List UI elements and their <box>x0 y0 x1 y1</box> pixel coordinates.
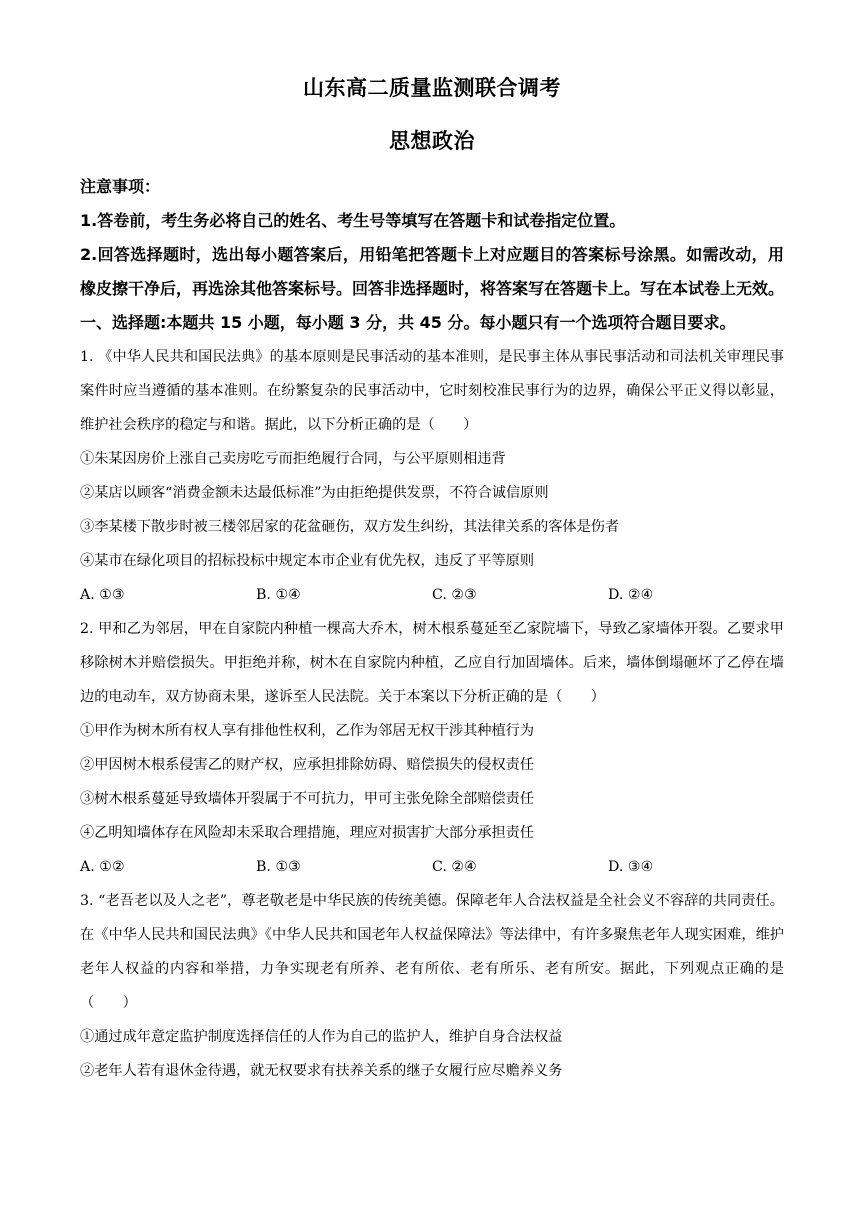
exam-title: 山东高二质量监测联合调考 <box>303 76 561 100</box>
option-b: B. ①④ <box>256 587 301 603</box>
statement: ④某市在绿化项目的招标投标中规定本市企业有优先权，违反了平等原则 <box>80 553 535 569</box>
question-stem: 1. 《中华人民共和国民法典》的基本原则是民事活动的基本准则，是民事主体从事民事活动和司法机关审理民事案件时应当遵循的基本准则。在纷繁复杂的民事活动中，它时刻校准民事行为的边界，确保公平正义得以彰显，维护社会秩序的稳定与和谐。据此，以下分析正确的是（ ） <box>80 349 784 433</box>
statement: ①朱某因房价上涨自己卖房吃亏而拒绝履行合同，与公平原则相违背 <box>80 451 506 467</box>
option-a: A. ①② <box>80 859 125 875</box>
statement: ①通过成年意定监护制度选择信任的人作为自己的监护人，维护自身合法权益 <box>80 1029 563 1045</box>
option-b: B. ①③ <box>256 859 301 875</box>
option-c: C. ②④ <box>432 859 477 875</box>
answer-options <box>80 578 784 612</box>
statement: ①甲作为树木所有权人享有排他性权利，乙作为邻居无权干涉其种植行为 <box>80 723 535 739</box>
note-item: 1.答卷前，考生务必将自己的姓名、考生号等填写在答题卡和试卷指定位置。 <box>80 211 626 230</box>
statement: ③李某楼下散步时被三楼邻居家的花盆砸伤，双方发生纠纷，其法律关系的客体是伤者 <box>80 519 620 535</box>
option-d: D. ②④ <box>608 587 654 603</box>
question-stem: 2. 甲和乙为邻居，甲在自家院内种植一棵高大乔木，树木根系蔓延至乙家院墙下，导致乙家墙体开裂。乙要求甲移除树木并赔偿损失。甲拒绝并称，树木在自家院内种植，乙应自行加固墙体。后来，墙体倒塌砸坏了乙停在墙边的电动车，双方协商未果，遂诉至人民法院。关于本案以下分析正确的是（ ） <box>80 621 784 705</box>
exam-subject: 思想政治 <box>389 129 475 153</box>
question-stem: 3. “老吾老以及人之老”，尊老敬老是中华民族的传统美德。保障老年人合法权益是全社会义不容辞的共同责任。在《中华人民共和国民法典》《中华人民共和国老年人权益保障法》等法律中，有许多聚焦老年人现实困难，维护老年人权益的内容和举措，力争实现老有所养、老有所依、老有所乐、老有所安。据此，下列观点正确的是（ ） <box>80 893 784 1011</box>
notes-heading: 注意事项： <box>80 177 161 196</box>
statement: ②甲因树木根系侵害乙的财产权，应承担排除妨碍、赔偿损失的侵权责任 <box>80 757 535 773</box>
statement: ③树木根系蔓延导致墙体开裂属于不可抗力，甲可主张免除全部赔偿责任 <box>80 791 535 807</box>
statement: ④乙明知墙体存在风险却未采取合理措施，理应对损害扩大部分承担责任 <box>80 825 535 841</box>
note-item: 2.回答选择题时，选出每小题答案后，用铅笔把答题卡上对应题目的答案标号涂黑。如需改动，用橡皮擦干净后，再选涂其他答案标号。回答非选择题时，将答案写在答题卡上。写在本试卷上无效。 <box>80 245 785 298</box>
statement: ②老年人若有退休金待遇，就无权要求有扶养关系的继子女履行应尽赡养义务 <box>80 1063 563 1079</box>
option-c: C. ②③ <box>432 587 477 603</box>
option-a: A. ①③ <box>80 587 125 603</box>
option-d: D. ③④ <box>608 859 654 875</box>
answer-options <box>80 850 784 884</box>
statement: ②某店以顾客“消费金额未达最低标准”为由拒绝提供发票，不符合诚信原则 <box>80 485 549 501</box>
section-heading: 一、选择题:本题共 15 小题，每小题 3 分，共 45 分。每小题只有一个选项符合题目要求。 <box>80 313 736 332</box>
